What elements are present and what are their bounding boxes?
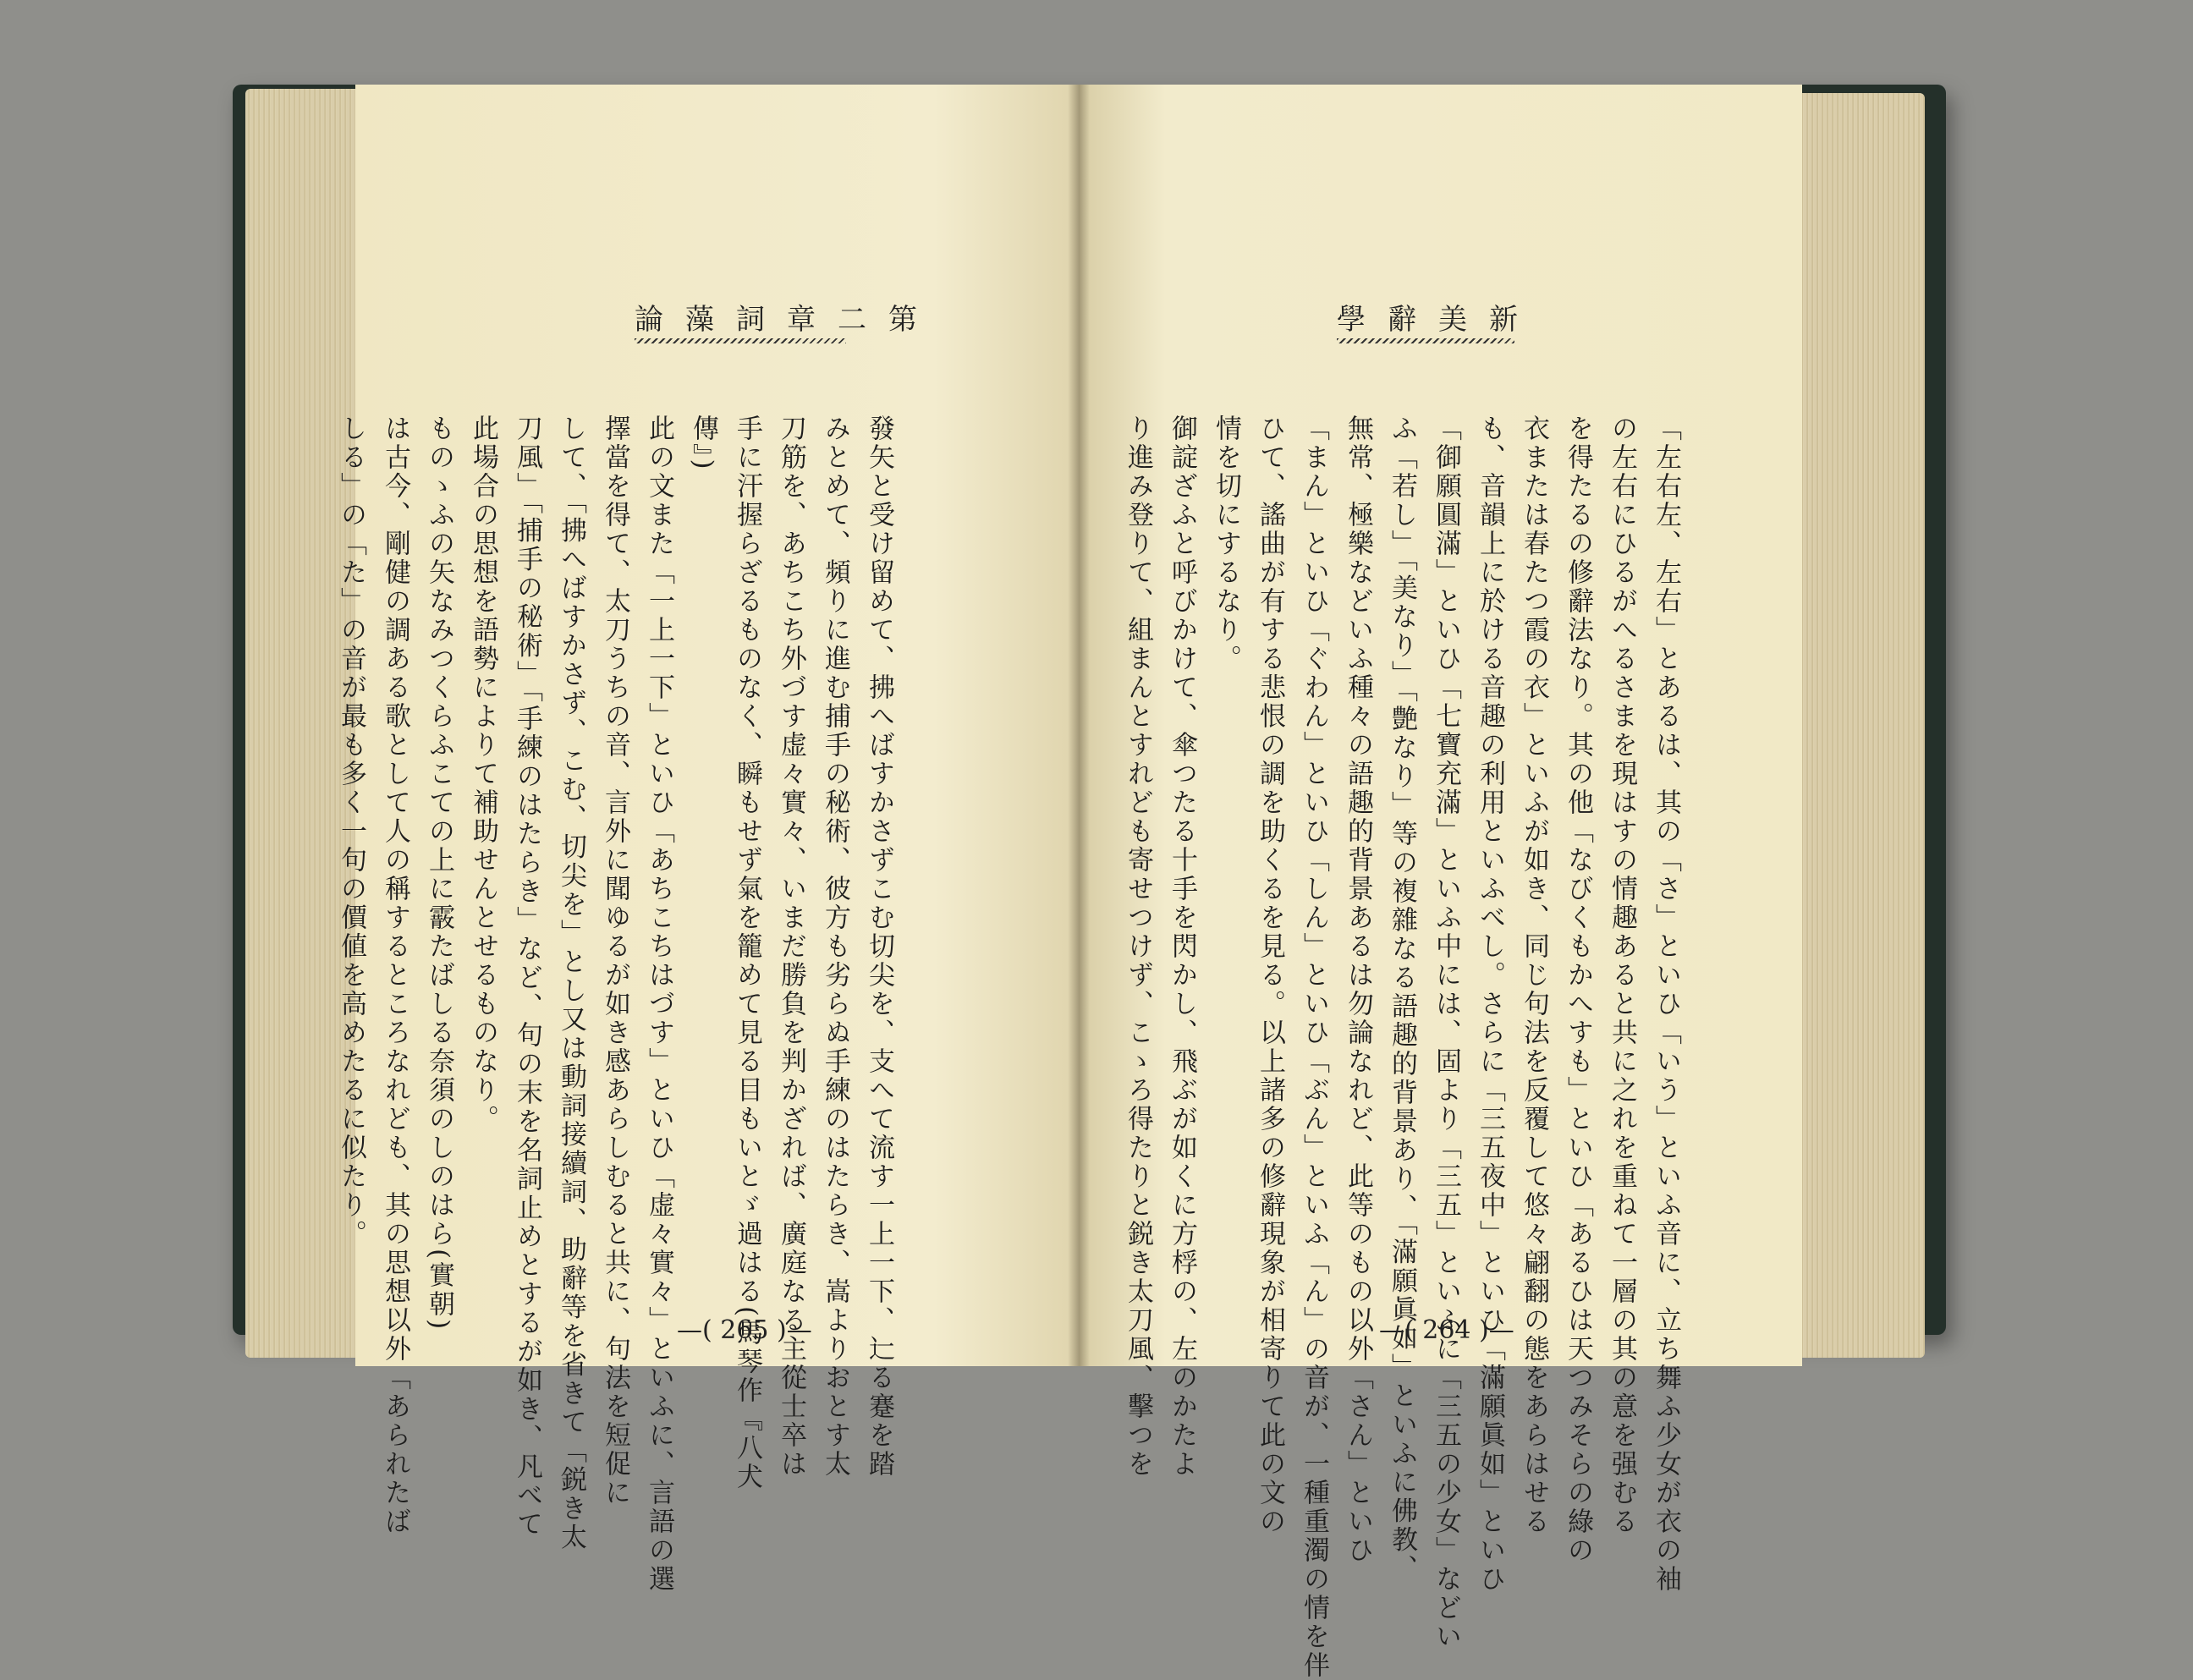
text-line: 發矢と受け留めて、拂へばすかさずこむ切尖を、支へて流す一上一下、辷る蹇を踏: [864, 415, 894, 1479]
left-header-rule: [635, 338, 846, 343]
text-line: 「左右左、左右」とあるは、其の「さ」といひ「いう」といふ音に、立ち舞ふ少女が衣の袖: [1651, 415, 1681, 1594]
text-line: も、音韻上に於ける音趣の利用といふべし。さらに「三五夜中」といひ「滿願眞如」といひ: [1475, 415, 1505, 1594]
left-page-number: —( 265 )—: [677, 1315, 812, 1345]
text-line: ふ「若し」「美なり」「艶なり」等の複雜なる語趣的背景あり、「滿願眞如」といふに佛教、: [1387, 415, 1417, 1584]
right-running-header: 學辭美新: [1337, 303, 1540, 337]
text-line: の左右にひるがへるさまを現はすの情趣あると共に之れを重ねて一層の其の意を强むる: [1607, 415, 1637, 1536]
text-line: して、「拂へばすかさず、こむ、切尖を」とし又は動詞接續詞、助辭等を省きて「鋭き太: [556, 415, 586, 1552]
text-line: 情を切にするなり。: [1211, 415, 1241, 673]
text-line: を得たるの修辭法なり。其の他「なびくもかへすも」といひ「あるひは天つみそらの綠の: [1563, 415, 1593, 1565]
text-line: 刀風」「捕手の秘術」「手練のはたらき」など、句の末を名詞止めとするが如き、凡べて: [512, 415, 542, 1539]
text-line: 無常、極樂などいふ種々の語趣的背景あるは勿論なれど、此等のもの以外「さん」といひ: [1343, 415, 1373, 1565]
text-line: 刀筋を、あちこち外づす虚々實々、いまだ勝負を判かざれば、廣庭なる主從士卒は: [776, 415, 806, 1479]
text-line: ひて、謠曲が有する悲恨の調を助くるを見る。以上諸多の修辭現象が相寄りて此の文の: [1255, 415, 1285, 1536]
text-line: 衣または春たつ霞の衣」といふが如き、同じ句法を反覆して悠々翩翻の態をあらはせる: [1519, 415, 1549, 1536]
right-page: [1079, 85, 1802, 1680]
right-page-number: —( 264 )—: [1379, 1315, 1514, 1345]
text-line: 擇當を得て、太刀うちの音、言外に聞ゆるが如き感あらしむると共に、句法を短促に: [600, 415, 630, 1507]
text-line: 此の文また「一上一下」といひ「あちこちはづす」といひ「虚々實々」といふに、言語の選: [644, 415, 674, 1594]
text-line: 「御願圓滿」といひ「七寶充滿」といふ中には、固より「三五」といふに「三五の少女」などい: [1431, 415, 1461, 1651]
text-line: り進み登りて、組まんとすれども寄せつけず、こゝろ得たりと鋭き太刀風、擊つを: [1123, 415, 1153, 1479]
text-line: みとめて、頻りに進む捕手の秘術、彼方も劣らぬ手練のはたらき、嵩よりおとす太: [820, 415, 850, 1479]
text-line: しる」の「た」の音が最も多く一句の價値を高めたるに似たり。: [336, 415, 366, 1249]
right-header-rule: [1337, 338, 1514, 343]
text-line: ものゝふの矢なみつくらふこての上に霰たばしる奈須のしのはら(實朝): [424, 415, 454, 1332]
text-line: 「まん」といひ「ぐわん」といひ「しん」といひ「ぶん」といふ「ん」の音が、一種重濁の情を伴: [1299, 415, 1329, 1680]
text-line: 手に汗握らざるものなく、瞬もせず氣を籠めて見る目もいとゞ過はる(馬琴作『八犬: [732, 415, 762, 1492]
page-edges-right: [1794, 93, 1925, 1358]
left-running-header: 論藻詞章二第: [635, 303, 939, 337]
text-line: は古今、剛健の調ある歌として人の稱するところなれども、其の思想以外「あられたば: [380, 415, 410, 1536]
left-page: [336, 85, 1079, 1594]
book-gutter: [1068, 85, 1090, 1366]
text-line: 此場合の思想を語勢によりて補助せんとせるものなり。: [468, 415, 498, 1134]
text-line: 傳』): [688, 415, 718, 472]
text-line: 御諚ざふと呼びかけて、傘つたる十手を閃かし、飛ぶが如くに方桴の、左のかたよ: [1167, 415, 1197, 1479]
